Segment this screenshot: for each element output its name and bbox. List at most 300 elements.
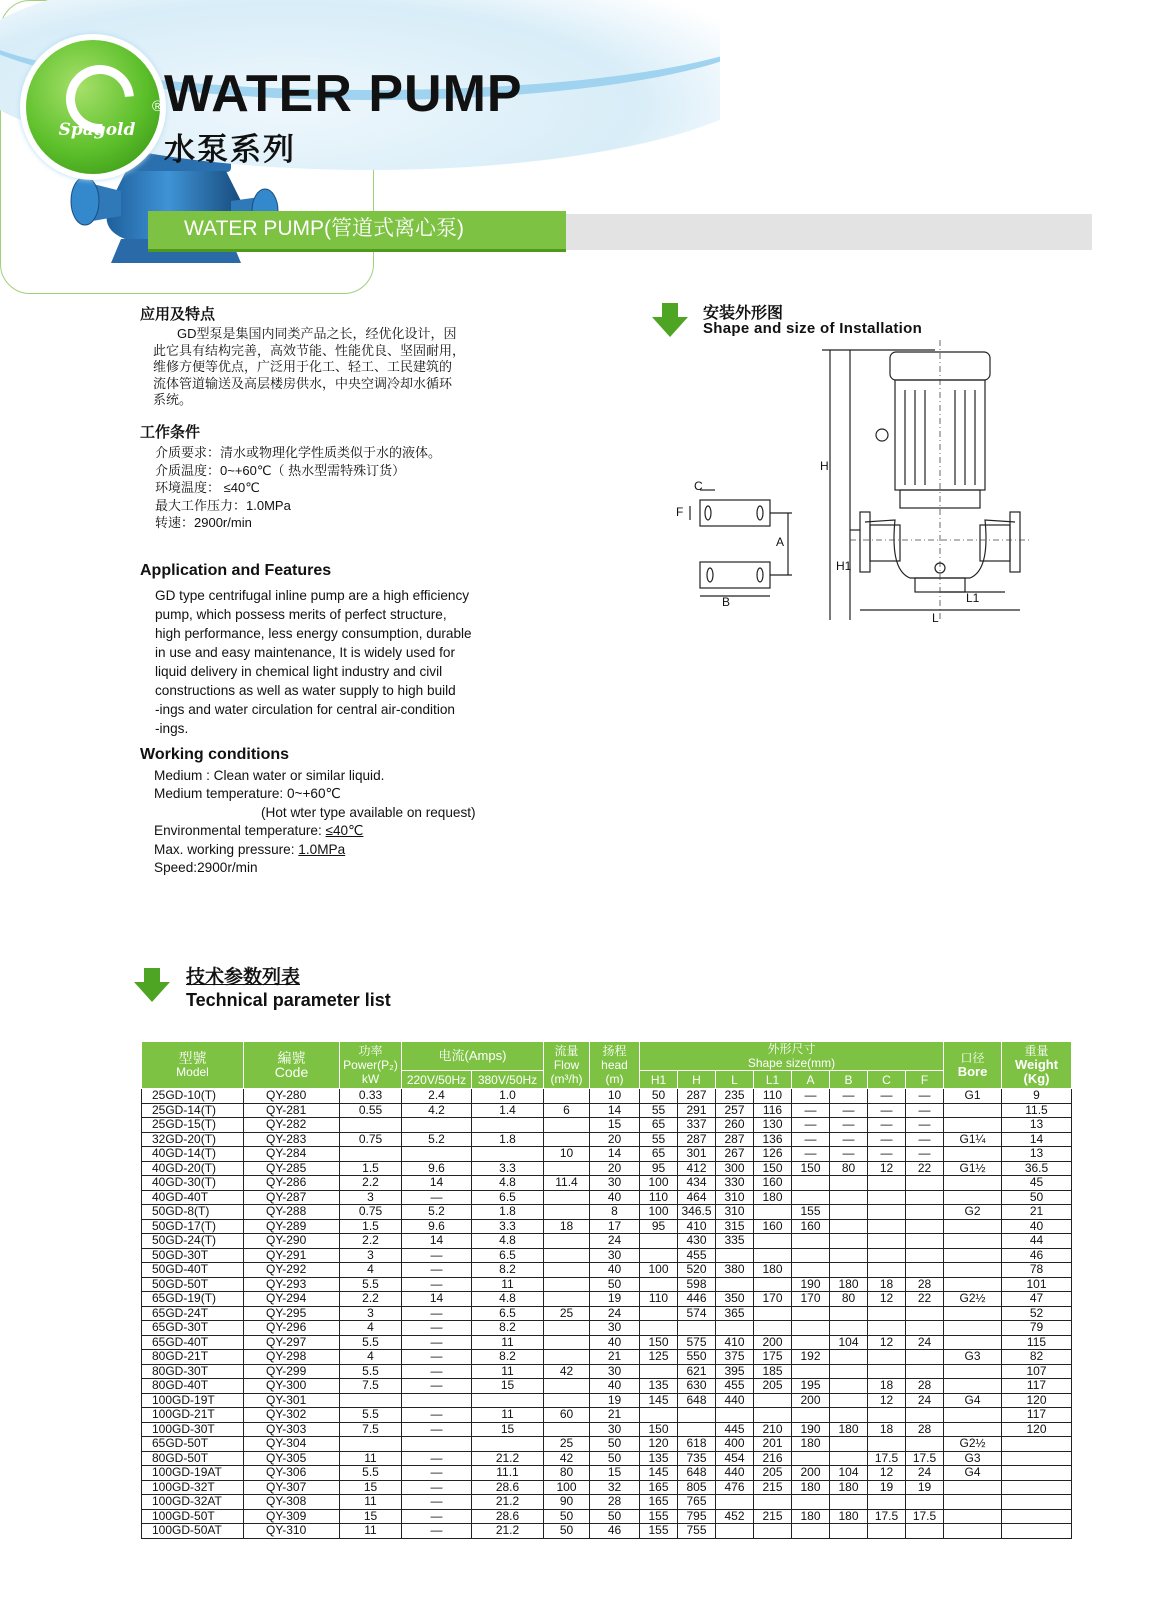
table-cell: 9: [1002, 1089, 1072, 1104]
table-cell: QY-281: [244, 1103, 340, 1118]
table-cell: [868, 1495, 906, 1510]
table-cell: [640, 1408, 678, 1423]
table-cell: 2.2: [340, 1176, 402, 1191]
table-cell: G2½: [944, 1292, 1002, 1307]
table-cell: 445: [716, 1422, 754, 1437]
section-banner-title: WATER PUMP(管道式离心泵): [184, 217, 464, 240]
conditions-cn-heading: 工作条件: [140, 424, 201, 441]
table-cell: 190: [792, 1277, 830, 1292]
table-cell: 301: [678, 1147, 716, 1162]
table-cell: 200: [792, 1466, 830, 1481]
dim-label-h: H: [820, 459, 829, 473]
table-cell: 735: [678, 1451, 716, 1466]
table-cell: 14: [1002, 1132, 1072, 1147]
table-cell: [830, 1321, 868, 1336]
table-cell: 28: [590, 1495, 640, 1510]
table-cell: 155: [792, 1205, 830, 1220]
text-line: [154, 822, 554, 840]
table-cell: 120: [640, 1437, 678, 1452]
table-cell: 12: [868, 1161, 906, 1176]
table-cell: 765: [678, 1495, 716, 1510]
table-cell: 22: [906, 1292, 944, 1307]
table-cell: 550: [678, 1350, 716, 1365]
table-cell: [1002, 1524, 1072, 1539]
table-cell: [792, 1176, 830, 1191]
table-cell: 115: [1002, 1335, 1072, 1350]
table-cell: 598: [678, 1277, 716, 1292]
table-cell: 11: [472, 1408, 544, 1423]
table-cell: [944, 1103, 1002, 1118]
conditions-en-heading: Working conditions: [140, 746, 290, 763]
table-cell: [944, 1422, 1002, 1437]
table-cell: 452: [716, 1509, 754, 1524]
table-cell: [830, 1379, 868, 1394]
table-cell: QY-287: [244, 1190, 340, 1205]
table-cell: 440: [716, 1466, 754, 1481]
table-cell: 107: [1002, 1364, 1072, 1379]
cell-flow: [544, 1234, 590, 1249]
table-cell: 18: [868, 1277, 906, 1292]
table-cell: 120: [1002, 1422, 1072, 1437]
table-cell: [792, 1234, 830, 1249]
table-cell: 104: [830, 1466, 868, 1481]
table-cell: 520: [678, 1263, 716, 1278]
th-l: L: [716, 1071, 754, 1089]
table-cell: 621: [678, 1364, 716, 1379]
th-220v: 220V/50Hz: [402, 1071, 472, 1089]
table-cell: 0.75: [340, 1132, 402, 1147]
table-cell: 464: [678, 1190, 716, 1205]
table-cell: [906, 1263, 944, 1278]
cell-flow: 90: [544, 1495, 590, 1510]
logo-text: Spagold: [58, 120, 136, 140]
table-cell: 337: [678, 1118, 716, 1133]
table-cell: —: [906, 1103, 944, 1118]
table-cell: 7.5: [340, 1422, 402, 1437]
table-cell: [868, 1408, 906, 1423]
table-cell: 440: [716, 1393, 754, 1408]
table-cell: —: [906, 1132, 944, 1147]
th-weight: 重量 Weight (Kg): [1002, 1042, 1072, 1089]
table-cell: 160: [754, 1176, 792, 1191]
table-cell: [868, 1205, 906, 1220]
table-cell: 6.5: [472, 1306, 544, 1321]
table-row: [142, 1335, 1072, 1350]
table-cell: 14: [402, 1234, 472, 1249]
table-cell: 100: [640, 1205, 678, 1220]
table-row: [142, 1277, 1072, 1292]
table-cell: G3: [944, 1350, 1002, 1365]
cell-flow: 25: [544, 1437, 590, 1452]
text-line: 转速：2900r/min: [155, 515, 252, 530]
table-cell: [906, 1248, 944, 1263]
table-cell: [792, 1335, 830, 1350]
text-line: 系统。: [153, 392, 193, 407]
table-row: [142, 1350, 1072, 1365]
cell-flow: 42: [544, 1451, 590, 1466]
table-cell: 145: [640, 1393, 678, 1408]
table-row: [142, 1190, 1072, 1205]
table-cell: 17.5: [868, 1451, 906, 1466]
table-cell: 40: [590, 1190, 640, 1205]
table-cell: 410: [716, 1335, 754, 1350]
table-cell: [402, 1118, 472, 1133]
cell-flow: 100: [544, 1480, 590, 1495]
th-bore: 口径 Bore: [944, 1042, 1002, 1089]
table-cell: G3: [944, 1451, 1002, 1466]
table-cell: —: [792, 1132, 830, 1147]
table-cell: 40: [590, 1379, 640, 1394]
table-cell: 46: [1002, 1248, 1072, 1263]
table-cell: 205: [754, 1379, 792, 1394]
cell-flow: 42: [544, 1364, 590, 1379]
table-cell: [792, 1408, 830, 1423]
table-cell: [906, 1176, 944, 1191]
table-cell: [830, 1451, 868, 1466]
conditions-cn-text: [155, 444, 535, 532]
table-cell: —: [830, 1132, 868, 1147]
table-cell: [402, 1147, 472, 1162]
table-cell: [678, 1408, 716, 1423]
header-banner: [0, 0, 720, 190]
table-cell: [754, 1306, 792, 1321]
table-cell: [1002, 1495, 1072, 1510]
brand-logo: [26, 40, 160, 174]
th-f: F: [906, 1071, 944, 1089]
table-cell: 50: [590, 1437, 640, 1452]
text-line: 介质温度：0~+60℃（ 热水型需特殊订货）: [155, 462, 406, 478]
table-row: [142, 1147, 1072, 1162]
cell-flow: [544, 1161, 590, 1176]
table-cell: 335: [716, 1234, 754, 1249]
table-cell: 185: [754, 1364, 792, 1379]
table-cell: 101: [1002, 1277, 1072, 1292]
th-a: A: [792, 1071, 830, 1089]
features-cn-heading: 应用及特点: [140, 306, 216, 323]
dim-label-b: B: [722, 595, 731, 609]
table-cell: —: [868, 1089, 906, 1104]
table-cell: [944, 1147, 1002, 1162]
table-row: [142, 1103, 1072, 1118]
table-cell: 30: [590, 1422, 640, 1437]
table-cell: 40GD-40T: [142, 1190, 244, 1205]
table-cell: 160: [792, 1219, 830, 1234]
th-model: 型號 Model: [142, 1042, 244, 1089]
table-cell: 100GD-30T: [142, 1422, 244, 1437]
table-cell: 104: [830, 1335, 868, 1350]
table-cell: QY-302: [244, 1408, 340, 1423]
th-power: 功率 Power(P₂) kW: [340, 1042, 402, 1089]
table-cell: 330: [716, 1176, 754, 1191]
table-cell: [402, 1437, 472, 1452]
table-cell: QY-300: [244, 1379, 340, 1394]
cell-flow: [544, 1118, 590, 1133]
table-cell: 50GD-24(T): [142, 1234, 244, 1249]
installation-heading-en: Shape and size of Installation: [703, 320, 923, 337]
table-row: [142, 1263, 1072, 1278]
table-cell: —: [792, 1089, 830, 1104]
table-cell: 65GD-19(T): [142, 1292, 244, 1307]
table-cell: 40: [1002, 1219, 1072, 1234]
table-cell: 55: [640, 1103, 678, 1118]
table-cell: [402, 1393, 472, 1408]
table-cell: —: [402, 1451, 472, 1466]
table-cell: 11: [340, 1524, 402, 1539]
table-cell: [678, 1321, 716, 1336]
table-cell: 25GD-14(T): [142, 1103, 244, 1118]
table-cell: [868, 1263, 906, 1278]
table-cell: —: [402, 1248, 472, 1263]
cell-flow: [544, 1422, 590, 1437]
table-cell: 30: [590, 1248, 640, 1263]
pressure-value: 1.0MPa: [298, 841, 346, 857]
table-cell: QY-288: [244, 1205, 340, 1220]
table-cell: —: [868, 1132, 906, 1147]
text-line: constructions as well as water supply to high build: [155, 683, 456, 698]
table-cell: 110: [640, 1190, 678, 1205]
table-cell: 18: [868, 1422, 906, 1437]
table-cell: 4: [340, 1263, 402, 1278]
table-cell: 430: [678, 1234, 716, 1249]
table-cell: [830, 1176, 868, 1191]
table-cell: 10: [590, 1089, 640, 1104]
table-cell: QY-305: [244, 1451, 340, 1466]
table-cell: 110: [754, 1089, 792, 1104]
table-cell: [472, 1147, 544, 1162]
table-cell: [944, 1306, 1002, 1321]
table-cell: G1½: [944, 1161, 1002, 1176]
table-cell: 200: [754, 1335, 792, 1350]
table-cell: 24: [590, 1234, 640, 1249]
table-cell: [1002, 1451, 1072, 1466]
installation-heading-cn: 安装外形图: [703, 305, 784, 322]
table-cell: 50GD-8(T): [142, 1205, 244, 1220]
table-cell: [754, 1393, 792, 1408]
table-cell: [830, 1350, 868, 1365]
table-cell: 5.2: [402, 1205, 472, 1220]
table-cell: 310: [716, 1205, 754, 1220]
parameter-table: [141, 1041, 1072, 1539]
table-cell: 5.5: [340, 1466, 402, 1481]
table-cell: 1.4: [472, 1103, 544, 1118]
table-cell: [868, 1234, 906, 1249]
table-cell: 3: [340, 1306, 402, 1321]
table-row: [142, 1161, 1072, 1176]
table-cell: QY-285: [244, 1161, 340, 1176]
text-line: 环境温度： ≤40℃: [155, 480, 260, 495]
table-cell: [640, 1364, 678, 1379]
table-cell: [678, 1422, 716, 1437]
table-cell: —: [402, 1277, 472, 1292]
cell-flow: 50: [544, 1509, 590, 1524]
text-line: (Hot wter type available on request): [261, 804, 476, 820]
table-cell: [640, 1248, 678, 1263]
table-cell: [944, 1364, 1002, 1379]
table-cell: 12: [868, 1466, 906, 1481]
table-cell: 165: [640, 1495, 678, 1510]
table-cell: 150: [792, 1161, 830, 1176]
table-cell: 50: [640, 1089, 678, 1104]
table-cell: 100GD-32T: [142, 1480, 244, 1495]
table-cell: 434: [678, 1176, 716, 1191]
text-line: pump, which possess merits of perfect structure,: [155, 607, 447, 622]
dim-label-a: A: [776, 535, 785, 549]
table-cell: 291: [678, 1103, 716, 1118]
table-cell: —: [830, 1089, 868, 1104]
table-cell: 9.6: [402, 1219, 472, 1234]
table-cell: [830, 1248, 868, 1263]
table-cell: 40: [590, 1263, 640, 1278]
table-cell: 100: [640, 1263, 678, 1278]
table-cell: [906, 1350, 944, 1365]
table-cell: [944, 1495, 1002, 1510]
cell-flow: [544, 1393, 590, 1408]
table-cell: QY-310: [244, 1524, 340, 1539]
table-cell: [754, 1234, 792, 1249]
cell-flow: 18: [544, 1219, 590, 1234]
table-cell: 100: [640, 1176, 678, 1191]
table-cell: 15: [472, 1379, 544, 1394]
features-cn-text: [153, 326, 533, 409]
table-cell: 755: [678, 1524, 716, 1539]
table-cell: [716, 1248, 754, 1263]
table-cell: 215: [754, 1480, 792, 1495]
table-cell: 30: [590, 1321, 640, 1336]
cell-flow: 25: [544, 1306, 590, 1321]
table-cell: [716, 1408, 754, 1423]
table-cell: [472, 1393, 544, 1408]
table-cell: 136: [754, 1132, 792, 1147]
table-cell: [868, 1524, 906, 1539]
text-line: GD型泵是集国内同类产品之长，经优化设计，因: [177, 326, 457, 341]
table-cell: 150: [640, 1422, 678, 1437]
table-cell: 215: [754, 1509, 792, 1524]
table-cell: QY-289: [244, 1219, 340, 1234]
table-cell: 30: [590, 1364, 640, 1379]
table-cell: 32GD-20(T): [142, 1132, 244, 1147]
table-row: [142, 1292, 1072, 1307]
table-cell: [340, 1393, 402, 1408]
text-line: -ings.: [155, 721, 189, 736]
table-cell: [830, 1205, 868, 1220]
dim-label-h1: H1: [836, 559, 852, 573]
table-cell: 180: [792, 1480, 830, 1495]
table-cell: QY-292: [244, 1263, 340, 1278]
text-line: 流体管道输送及高层楼房供水，中央空调冷却水循环: [153, 375, 453, 391]
table-cell: [1002, 1509, 1072, 1524]
table-cell: 2.4: [402, 1089, 472, 1104]
table-cell: [868, 1437, 906, 1452]
table-cell: 40: [590, 1335, 640, 1350]
text-line: 最大工作压力：1.0MPa: [155, 497, 291, 513]
table-cell: 200: [792, 1393, 830, 1408]
table-cell: 110: [640, 1292, 678, 1307]
table-cell: —: [402, 1422, 472, 1437]
table-cell: 8.2: [472, 1350, 544, 1365]
table-cell: [944, 1408, 1002, 1423]
table-cell: 50GD-50T: [142, 1277, 244, 1292]
features-en-heading: Application and Features: [140, 562, 332, 579]
table-cell: 180: [754, 1263, 792, 1278]
table-cell: 4.8: [472, 1176, 544, 1191]
table-cell: [340, 1147, 402, 1162]
table-cell: [830, 1263, 868, 1278]
table-cell: 65: [640, 1147, 678, 1162]
parameter-heading-cn: 技术参数列表: [186, 967, 301, 988]
table-cell: 100GD-19T: [142, 1393, 244, 1408]
table-cell: 65GD-50T: [142, 1437, 244, 1452]
table-cell: 2.2: [340, 1292, 402, 1307]
table-cell: —: [830, 1103, 868, 1118]
features-en-text: [155, 586, 535, 738]
th-current: 电流(Amps): [402, 1042, 544, 1071]
table-cell: 30: [590, 1176, 640, 1191]
table-cell: 21.2: [472, 1451, 544, 1466]
table-cell: 80GD-21T: [142, 1350, 244, 1365]
table-cell: 125: [640, 1350, 678, 1365]
table-cell: [944, 1509, 1002, 1524]
table-cell: [944, 1234, 1002, 1249]
table-cell: 375: [716, 1350, 754, 1365]
env-temp-label: Environmental temperature:: [154, 823, 326, 839]
table-row: [142, 1451, 1072, 1466]
table-cell: —: [830, 1118, 868, 1133]
pressure-label: Max. working pressure:: [154, 841, 299, 857]
table-cell: [906, 1495, 944, 1510]
cell-flow: [544, 1379, 590, 1394]
table-cell: [792, 1495, 830, 1510]
table-cell: 100GD-32AT: [142, 1495, 244, 1510]
table-cell: 21: [1002, 1205, 1072, 1220]
table-cell: 195: [792, 1379, 830, 1394]
table-cell: —: [402, 1495, 472, 1510]
table-cell: 235: [716, 1089, 754, 1104]
table-row: [142, 1422, 1072, 1437]
table-cell: —: [402, 1480, 472, 1495]
table-cell: [868, 1364, 906, 1379]
table-cell: [906, 1408, 944, 1423]
table-cell: 1.8: [472, 1132, 544, 1147]
table-cell: —: [868, 1118, 906, 1133]
table-cell: [944, 1480, 1002, 1495]
table-cell: 32: [590, 1480, 640, 1495]
table-cell: QY-286: [244, 1176, 340, 1191]
table-cell: 116: [754, 1103, 792, 1118]
table-cell: G1: [944, 1089, 1002, 1104]
table-cell: 192: [792, 1350, 830, 1365]
table-cell: 15: [590, 1118, 640, 1133]
table-cell: 155: [640, 1509, 678, 1524]
table-cell: 180: [792, 1509, 830, 1524]
th-c: C: [868, 1071, 906, 1089]
table-cell: [754, 1408, 792, 1423]
table-cell: 21: [590, 1350, 640, 1365]
table-cell: 65: [640, 1118, 678, 1133]
registered-mark: ®: [152, 98, 164, 115]
table-cell: QY-280: [244, 1089, 340, 1104]
table-cell: [792, 1524, 830, 1539]
table-cell: [868, 1321, 906, 1336]
table-cell: 40GD-30(T): [142, 1176, 244, 1191]
table-cell: 180: [792, 1437, 830, 1452]
table-cell: [716, 1495, 754, 1510]
table-cell: 50GD-40T: [142, 1263, 244, 1278]
table-cell: [868, 1350, 906, 1365]
table-cell: 24: [906, 1466, 944, 1481]
table-cell: [830, 1437, 868, 1452]
table-cell: [906, 1306, 944, 1321]
table-cell: 5.2: [402, 1132, 472, 1147]
